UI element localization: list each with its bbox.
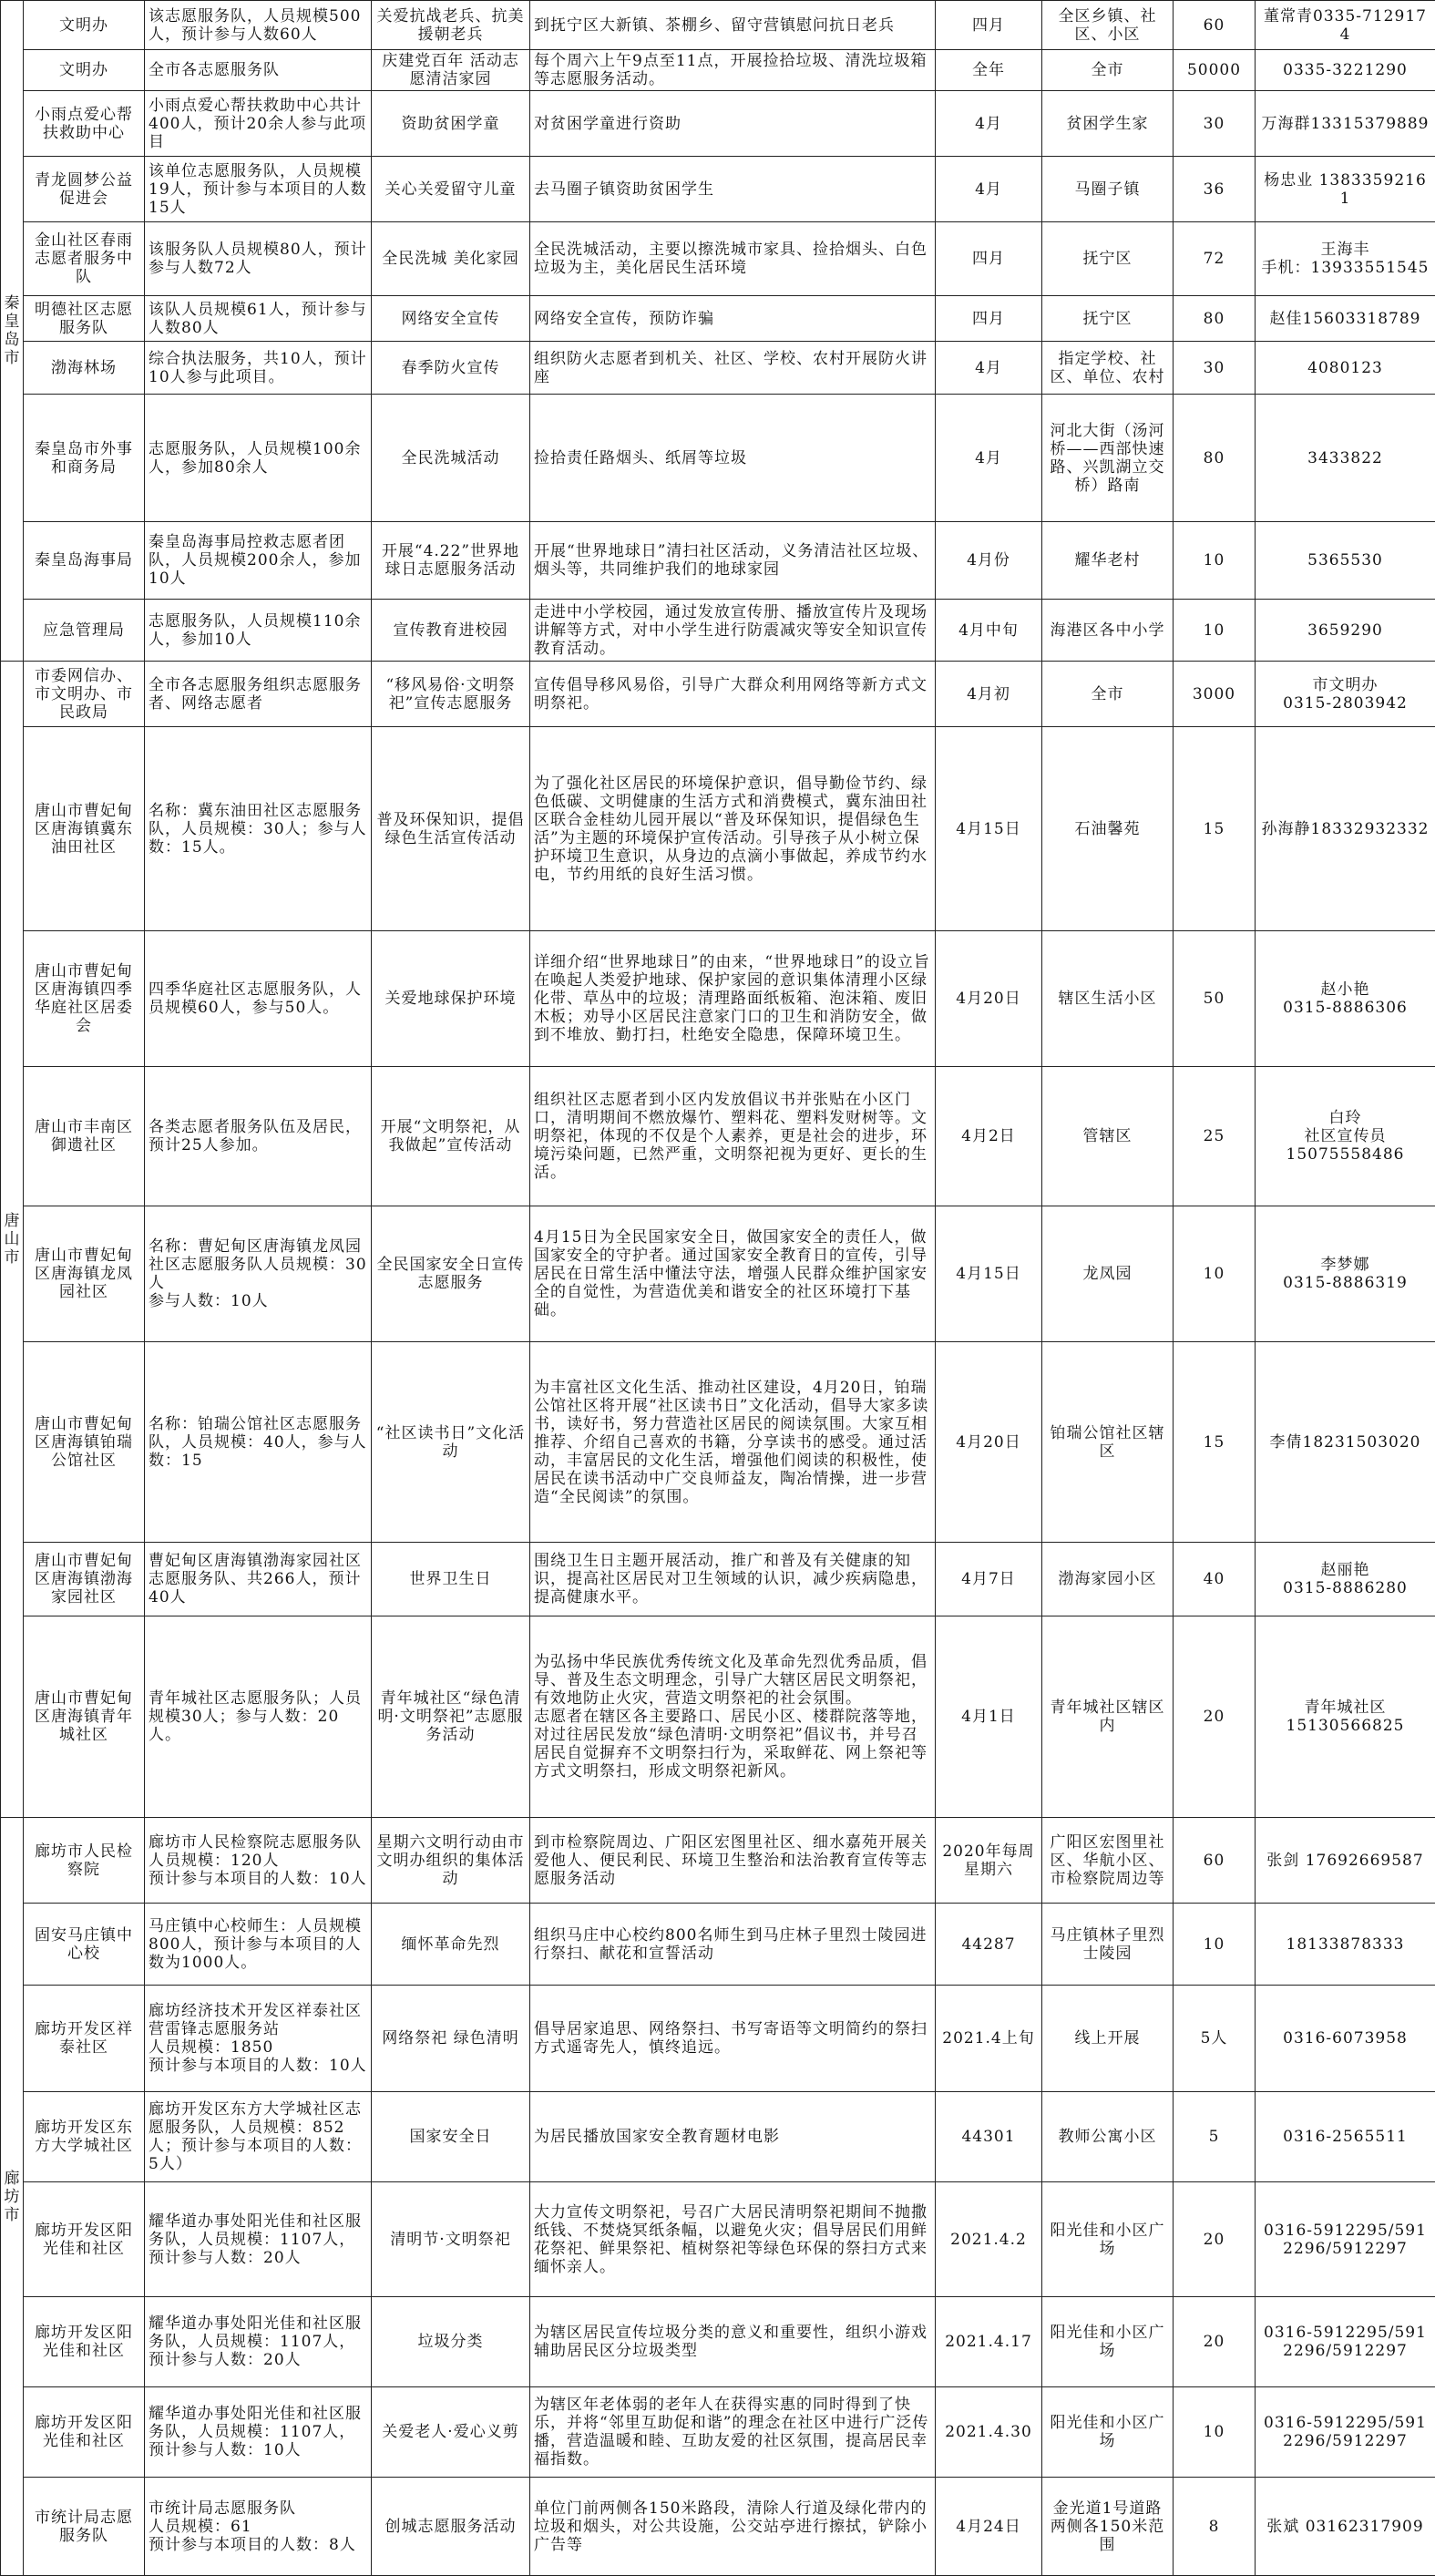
activity-time-cell: 4月7日 [936, 1543, 1042, 1616]
contact-cell: 白玲 社区宣传员 15075558486 [1256, 1067, 1435, 1206]
contact-cell: 0316-5912295/5912296/5912297 [1256, 2182, 1435, 2297]
team-description-cell: 耀华道办事处阳光佳和社区服务队，人员规模：1107人，预计参与人数：20人 [145, 2182, 372, 2297]
activity-location-cell: 海港区各中小学 [1042, 600, 1174, 662]
activity-time-cell: 4月20日 [936, 931, 1042, 1067]
participant-count-cell: 5 [1174, 2092, 1256, 2182]
activity-content-cell: 捡拾责任路烟头、纸屑等垃圾 [530, 395, 936, 522]
activity-location-cell: 辖区生活小区 [1042, 931, 1174, 1067]
activity-time-cell: 4月中旬 [936, 600, 1042, 662]
activity-theme-cell: 全民洗城 美化家园 [372, 222, 530, 296]
participant-count-cell: 5人 [1174, 1986, 1256, 2092]
activity-location-cell: 教师公寓小区 [1042, 2092, 1174, 2182]
team-description-cell: 综合执法服务，共10人，预计10人参与此项目。 [145, 342, 372, 395]
activity-theme-cell: 垃圾分类 [372, 2297, 530, 2387]
activity-location-cell: 河北大街（汤河桥——西部快速路、兴凯湖立交桥）路南 [1042, 395, 1174, 522]
table-body [1, 1, 1435, 2576]
contact-cell: 5365530 [1256, 522, 1435, 600]
activity-theme-cell: 宣传教育进校园 [372, 600, 530, 662]
team-description-cell: 青年城社区志愿服务队；人员规模30人；参与人数：20人。 [145, 1616, 372, 1818]
activity-content-cell: 走进中小学校园，通过发放宣传册、播放宣传片及现场讲解等方式，对中小学生进行防震减灾等安全知识宣传教育活动。 [530, 600, 936, 662]
activity-location-cell: 抚宁区 [1042, 296, 1174, 342]
table-row [1, 1206, 1435, 1342]
activity-time-cell: 4月 [936, 91, 1042, 157]
organization-cell: 文明办 [24, 50, 145, 91]
table-row [1, 2092, 1435, 2182]
team-description-cell: 各类志愿者服务队伍及居民，预计25人参加。 [145, 1067, 372, 1206]
table-row [1, 522, 1435, 600]
team-description-cell: 耀华道办事处阳光佳和社区服务队，人员规模：1107人，预计参与人数：10人 [145, 2387, 372, 2478]
contact-cell: 李梦娜 0315-8886319 [1256, 1206, 1435, 1342]
activity-location-cell: 全市 [1042, 662, 1174, 727]
participant-count-cell: 15 [1174, 1342, 1256, 1543]
organization-cell: 文明办 [24, 1, 145, 50]
contact-cell: 18133878333 [1256, 1904, 1435, 1986]
activity-theme-cell: 世界卫生日 [372, 1543, 530, 1616]
organization-cell: 唐山市曹妃甸区唐海镇渤海家园社区 [24, 1543, 145, 1616]
activity-location-cell: 龙凤园 [1042, 1206, 1174, 1342]
team-description-cell: 廊坊市人民检察院志愿服务队人员规模：120人 预计参与本项目的人数：10人 [145, 1818, 372, 1904]
activity-content-cell: 每个周六上午9点至11点，开展捡拾垃圾、清洗垃圾箱等志愿服务活动。 [530, 50, 936, 91]
team-description-cell: 马庄镇中心校师生：人员规模800人，预计参与本项目的人数为1000人。 [145, 1904, 372, 1986]
activity-location-cell: 全市 [1042, 50, 1174, 91]
activity-location-cell: 全区乡镇、社区、小区 [1042, 1, 1174, 50]
participant-count-cell: 20 [1174, 2297, 1256, 2387]
team-description-cell: 廊坊开发区东方大学城社区志愿服务队，人员规模：852人；预计参与本项目的人数：5人） [145, 2092, 372, 2182]
activity-theme-cell: 关心关爱留守儿童 [372, 157, 530, 222]
table-row [1, 1986, 1435, 2092]
team-description-cell: 名称：铂瑞公馆社区志愿服务队，人员规模：40人，参与人数：15 [145, 1342, 372, 1543]
table-row [1, 1616, 1435, 1818]
participant-count-cell: 3000 [1174, 662, 1256, 727]
organization-cell: 廊坊开发区阳光佳和社区 [24, 2387, 145, 2478]
activity-theme-cell: 清明节·文明祭祀 [372, 2182, 530, 2297]
table-row [1, 296, 1435, 342]
team-description-cell: 曹妃甸区唐海镇渤海家园社区志愿服务队、共266人，预计40人 [145, 1543, 372, 1616]
team-description-cell: 小雨点爱心帮扶救助中心共计400人，预计20余人参与此项目 [145, 91, 372, 157]
activity-content-cell: 为弘扬中华民族优秀传统文化及革命先烈优秀品质，倡导、普及生态文明理念，引导广大辖区居民文明祭祀，有效地防止火灾，营造文明祭祀的社会氛围。 志愿者在辖区各主要路口、居民小区、楼群院落等地，对过往居民发放“绿色清明·文明祭祀”倡议书，并号召居民自觉摒弃不文明祭扫行为，采取鲜花、网上祭祀等方式文明祭扫，形成文明祭祀新风。 [530, 1616, 936, 1818]
participant-count-cell: 60 [1174, 1, 1256, 50]
activity-time-cell: 2021.4上旬 [936, 1986, 1042, 2092]
participant-count-cell: 20 [1174, 2182, 1256, 2297]
contact-cell: 张斌 03162317909 [1256, 2478, 1435, 2576]
activity-theme-cell: 开展“文明祭祀，从我做起”宣传活动 [372, 1067, 530, 1206]
activity-theme-cell: 关爱地球保护环境 [372, 931, 530, 1067]
activity-content-cell: 到市检察院周边、广阳区宏图里社区、细水嘉苑开展关爱他人、便民利民、环境卫生整治和法治教育宣传等志愿服务活动 [530, 1818, 936, 1904]
organization-cell: 市委网信办、市文明办、市民政局 [24, 662, 145, 727]
activity-location-cell: 阳光佳和小区广场 [1042, 2387, 1174, 2478]
organization-cell: 唐山市曹妃甸区唐海镇铂瑞公馆社区 [24, 1342, 145, 1543]
participant-count-cell: 10 [1174, 2387, 1256, 2478]
contact-cell: 孙海静18332932332 [1256, 727, 1435, 931]
participant-count-cell: 30 [1174, 342, 1256, 395]
activity-theme-cell: 全民国家安全日宣传志愿服务 [372, 1206, 530, 1342]
activity-theme-cell: 创城志愿服务活动 [372, 2478, 530, 2576]
activity-theme-cell: 普及环保知识，提倡绿色生活宣传活动 [372, 727, 530, 931]
activity-location-cell: 金光道1号道路两侧各150米范围 [1042, 2478, 1174, 2576]
team-description-cell: 全市各志愿服务队 [145, 50, 372, 91]
activity-theme-cell: 关爱抗战老兵、抗美援朝老兵 [372, 1, 530, 50]
activity-location-cell: 马庄镇林子里烈士陵园 [1042, 1904, 1174, 1986]
team-description-cell: 志愿服务队，人员规模100余人，参加80余人 [145, 395, 372, 522]
organization-cell: 固安马庄镇中心校 [24, 1904, 145, 1986]
table-row [1, 2387, 1435, 2478]
participant-count-cell: 72 [1174, 222, 1256, 296]
contact-cell: 市文明办 0315-2803942 [1256, 662, 1435, 727]
contact-cell: 万海群13315379889 [1256, 91, 1435, 157]
team-description-cell: 该志愿服务队，人员规模500人，预计参与人数60人 [145, 1, 372, 50]
activity-theme-cell: “社区读书日”文化活动 [372, 1342, 530, 1543]
activity-time-cell: 2020年每周星期六 [936, 1818, 1042, 1904]
organization-cell: 唐山市曹妃甸区唐海镇龙凤园社区 [24, 1206, 145, 1342]
participant-count-cell: 60 [1174, 1818, 1256, 1904]
table-row [1, 727, 1435, 931]
activity-theme-cell: 网络安全宣传 [372, 296, 530, 342]
activity-location-cell: 马圈子镇 [1042, 157, 1174, 222]
team-description-cell: 耀华道办事处阳光佳和社区服务队，人员规模：1107人，预计参与人数：20人 [145, 2297, 372, 2387]
contact-cell: 青年城社区 15130566825 [1256, 1616, 1435, 1818]
organization-cell: 唐山市曹妃甸区唐海镇四季华庭社区居委会 [24, 931, 145, 1067]
activity-time-cell: 2021.4.30 [936, 2387, 1042, 2478]
activity-theme-cell: 全民洗城活动 [372, 395, 530, 522]
contact-cell: 董常青0335-7129174 [1256, 1, 1435, 50]
organization-cell: 金山社区春雨志愿者服务中队 [24, 222, 145, 296]
table-row [1, 2182, 1435, 2297]
activity-content-cell: 组织马庄中心校约800名师生到马庄林子里烈士陵园进行祭扫、献花和宣誓活动 [530, 1904, 936, 1986]
activity-theme-cell: 资助贫困学童 [372, 91, 530, 157]
participant-count-cell: 15 [1174, 727, 1256, 931]
contact-cell: 0335-3221290 [1256, 50, 1435, 91]
contact-cell: 4080123 [1256, 342, 1435, 395]
activity-theme-cell: 关爱老人·爱心义剪 [372, 2387, 530, 2478]
organization-cell: 市统计局志愿服务队 [24, 2478, 145, 2576]
activity-time-cell: 4月2日 [936, 1067, 1042, 1206]
activity-location-cell: 铂瑞公馆社区辖区 [1042, 1342, 1174, 1543]
organization-cell: 廊坊开发区祥泰社区 [24, 1986, 145, 2092]
activity-content-cell: 倡导居家追思、网络祭扫、书写寄语等文明简约的祭扫方式遥寄先人，慎终追远。 [530, 1986, 936, 2092]
organization-cell: 廊坊开发区阳光佳和社区 [24, 2297, 145, 2387]
contact-cell: 0316-5912295/5912296/5912297 [1256, 2387, 1435, 2478]
team-description-cell: 市统计局志愿服务队 人员规模：61 预计参与本项目的人数：8人 [145, 2478, 372, 2576]
activity-content-cell: 组织防火志愿者到机关、社区、学校、农村开展防火讲座 [530, 342, 936, 395]
activity-location-cell: 贫困学生家 [1042, 91, 1174, 157]
organization-cell: 廊坊开发区阳光佳和社区 [24, 2182, 145, 2297]
organization-cell: 秦皇岛市外事和商务局 [24, 395, 145, 522]
participant-count-cell: 80 [1174, 296, 1256, 342]
activity-time-cell: 全年 [936, 50, 1042, 91]
activity-content-cell: 详细介绍“世界地球日”的由来，“世界地球日”的设立旨在唤起人类爱护地球、保护家园的意识集体清理小区绿化带、草丛中的垃圾；清理路面纸板箱、泡沫箱、废旧木板；劝导小区居民注意家门口的卫生和消防安全，做到不堆放、勤打扫，杜绝安全隐患，保障环境卫生。 [530, 931, 936, 1067]
activity-location-cell: 抚宁区 [1042, 222, 1174, 296]
activity-theme-cell: 国家安全日 [372, 2092, 530, 2182]
organization-cell: 唐山市曹妃甸区唐海镇青年城社区 [24, 1616, 145, 1818]
activity-location-cell: 青年城社区辖区内 [1042, 1616, 1174, 1818]
team-description-cell: 该服务队人员规模80人，预计参与人数72人 [145, 222, 372, 296]
activity-content-cell: 为丰富社区文化生活、推动社区建设，4月20日，铂瑞公馆社区将开展“社区读书日”文化活动，倡导大家多读书，读好书，努力营造社区居民的阅读氛围。大家互相推荐、介绍自己喜欢的书籍，分享读书的感受。通过活动，丰富居民的文化生活，增强他们阅读的积极性，使居民在读书活动中广交良师益友，陶冶情操，进一步营造“全民阅读”的氛围。 [530, 1342, 936, 1543]
table-row [1, 50, 1435, 91]
activity-theme-cell: 星期六文明行动由市文明办组织的集体活动 [372, 1818, 530, 1904]
activity-content-cell: 4月15日为全民国家安全日，做国家安全的责任人，做国家安全的守护者。通过国家安全教育日的宣传，引导居民在日常生活中懂法守法，增强人民群众维护国家安全的自觉性，为营造优美和谐安全的社区环境打下基础。 [530, 1206, 936, 1342]
city-cell: 唐山市 [1, 662, 24, 1818]
contact-cell: 赵小艳 0315-8886306 [1256, 931, 1435, 1067]
table-row [1, 600, 1435, 662]
organization-cell: 明德社区志愿服务队 [24, 296, 145, 342]
table-row [1, 662, 1435, 727]
table-row [1, 1, 1435, 50]
activity-content-cell: 宣传倡导移风易俗，引导广大群众利用网络等新方式文明祭祀。 [530, 662, 936, 727]
table-row [1, 1067, 1435, 1206]
activity-time-cell: 4月 [936, 342, 1042, 395]
contact-cell: 赵丽艳 0315-8886280 [1256, 1543, 1435, 1616]
contact-cell: 3433822 [1256, 395, 1435, 522]
activity-theme-cell: 缅怀革命先烈 [372, 1904, 530, 1986]
activity-theme-cell: 开展“4.22”世界地球日志愿服务活动 [372, 522, 530, 600]
activity-theme-cell: 青年城社区“绿色清明·文明祭祀”志愿服务活动 [372, 1616, 530, 1818]
activity-time-cell: 2021.4.17 [936, 2297, 1042, 2387]
activity-content-cell: 为居民播放国家安全教育题材电影 [530, 2092, 936, 2182]
organization-cell: 青龙圆梦公益促进会 [24, 157, 145, 222]
table-row [1, 342, 1435, 395]
team-description-cell: 名称：冀东油田社区志愿服务队，人员规模：30人；参与人数：15人。 [145, 727, 372, 931]
participant-count-cell: 50000 [1174, 50, 1256, 91]
organization-cell: 小雨点爱心帮扶救助中心 [24, 91, 145, 157]
team-description-cell: 四季华庭社区志愿服务队，人员规模60人，参与50人。 [145, 931, 372, 1067]
activity-location-cell: 线上开展 [1042, 1986, 1174, 2092]
activity-location-cell: 阳光佳和小区广场 [1042, 2182, 1174, 2297]
organization-cell: 廊坊开发区东方大学城社区 [24, 2092, 145, 2182]
participant-count-cell: 20 [1174, 1616, 1256, 1818]
participant-count-cell: 36 [1174, 157, 1256, 222]
activity-content-cell: 全民洗城活动，主要以擦洗城市家具、捡拾烟头、白色垃圾为主，美化居民生活环境 [530, 222, 936, 296]
activity-time-cell: 4月15日 [936, 1206, 1042, 1342]
activity-location-cell: 指定学校、社区、单位、农村 [1042, 342, 1174, 395]
table-row [1, 1342, 1435, 1543]
activity-content-cell: 组织社区志愿者到小区内发放倡议书并张贴在小区门口，清明期间不燃放爆竹、塑料花、塑料发财树等。文明祭祀，体现的不仅是个人素养，更是社会的进步，环境污染问题，已然严重，文明祭祀视为更好、更长的生活。 [530, 1067, 936, 1206]
participant-count-cell: 8 [1174, 2478, 1256, 2576]
activity-content-cell: 开展“世界地球日”清扫社区活动，义务清洁社区垃圾、烟头等，共同维护我们的地球家园 [530, 522, 936, 600]
table-row [1, 91, 1435, 157]
table-row [1, 2478, 1435, 2576]
contact-cell: 0316-2565511 [1256, 2092, 1435, 2182]
city-cell: 廊坊市 [1, 1818, 24, 2576]
organization-cell: 应急管理局 [24, 600, 145, 662]
table-row [1, 1904, 1435, 1986]
team-description-cell: 该单位志愿服务队，人员规模19人，预计参与本项目的人数15人 [145, 157, 372, 222]
contact-cell: 3659290 [1256, 600, 1435, 662]
activity-content-cell: 为辖区年老体弱的老年人在获得实惠的同时得到了快乐，并将“邻里互助促和谐”的理念在社区中进行广泛传播，营造温暖和睦、互助友爱的社区氛围，提高居民幸福指数。 [530, 2387, 936, 2478]
activity-location-cell: 石油馨苑 [1042, 727, 1174, 931]
team-description-cell: 志愿服务队，人员规模110余人，参加10人 [145, 600, 372, 662]
activity-location-cell: 耀华老村 [1042, 522, 1174, 600]
activity-time-cell: 4月份 [936, 522, 1042, 600]
organization-cell: 唐山市丰南区御遗社区 [24, 1067, 145, 1206]
contact-cell: 0316-5912295/5912296/5912297 [1256, 2297, 1435, 2387]
team-description-cell: 全市各志愿服务组织志愿服务者、网络志愿者 [145, 662, 372, 727]
activity-time-cell: 44301 [936, 2092, 1042, 2182]
activity-location-cell: 阳光佳和小区广场 [1042, 2297, 1174, 2387]
team-description-cell: 廊坊经济技术开发区祥泰社区营雷锋志愿服务站 人员规模：1850 预计参与本项目的人数：10人 [145, 1986, 372, 2092]
activity-location-cell: 渤海家园小区 [1042, 1543, 1174, 1616]
table-row [1, 222, 1435, 296]
activity-content-cell: 单位门前两侧各150米路段，清除人行道及绿化带内的垃圾和烟头，对公共设施，公交站亭进行擦拭，铲除小广告等 [530, 2478, 936, 2576]
participant-count-cell: 80 [1174, 395, 1256, 522]
participant-count-cell: 10 [1174, 1206, 1256, 1342]
city-cell: 秦皇岛市 [1, 1, 24, 662]
activity-theme-cell: 网络祭祀 绿色清明 [372, 1986, 530, 2092]
contact-cell: 李倩18231503020 [1256, 1342, 1435, 1543]
table-row [1, 2297, 1435, 2387]
activity-content-cell: 去马圈子镇资助贫困学生 [530, 157, 936, 222]
activity-theme-cell: 春季防火宣传 [372, 342, 530, 395]
table-row [1, 1543, 1435, 1616]
activity-time-cell: 4月初 [936, 662, 1042, 727]
activity-time-cell: 4月24日 [936, 2478, 1042, 2576]
activity-theme-cell: “移风易俗·文明祭祀”宣传志愿服务 [372, 662, 530, 727]
participant-count-cell: 10 [1174, 600, 1256, 662]
table-row [1, 1818, 1435, 1904]
contact-cell: 杨忠业 13833592161 [1256, 157, 1435, 222]
table-row [1, 157, 1435, 222]
activity-time-cell: 2021.4.2 [936, 2182, 1042, 2297]
team-description-cell: 该队人员规模61人，预计参与人数80人 [145, 296, 372, 342]
contact-cell: 张剑 17692669587 [1256, 1818, 1435, 1904]
organization-cell: 唐山市曹妃甸区唐海镇冀东油田社区 [24, 727, 145, 931]
activity-theme-cell: 庆建党百年 活动志愿清洁家园 [372, 50, 530, 91]
participant-count-cell: 40 [1174, 1543, 1256, 1616]
activity-time-cell: 四月 [936, 222, 1042, 296]
activity-content-cell: 网络安全宣传，预防诈骗 [530, 296, 936, 342]
participant-count-cell: 25 [1174, 1067, 1256, 1206]
activity-content-cell: 大力宣传文明祭祀，号召广大居民清明祭祀期间不抛撒纸钱、不焚烧冥纸条幅，以避免火灾；倡导居民们用鲜花祭祀、鲜果祭祀、植树祭祀等绿色环保的祭扫方式来缅怀亲人。 [530, 2182, 936, 2297]
activity-time-cell: 4月 [936, 395, 1042, 522]
activity-content-cell: 为了强化社区居民的环境保护意识，倡导勤俭节约、绿色低碳、文明健康的生活方式和消费模式，冀东油田社区联合金桂幼儿园开展以“普及环保知识，提倡绿色生活”为主题的环境保护宣传活动。引导孩子从小树立保护环境卫生意识，从身边的点滴小事做起，养成节约水电，节约用纸的良好生活习惯。 [530, 727, 936, 931]
team-description-cell: 名称：曹妃甸区唐海镇龙凤园社区志愿服务队人员规模：30人 参与人数：10人 [145, 1206, 372, 1342]
participant-count-cell: 10 [1174, 1904, 1256, 1986]
table-row [1, 395, 1435, 522]
team-description-cell: 秦皇岛海事局控救志愿者团队，人员规模200余人，参加10人 [145, 522, 372, 600]
activity-location-cell: 管辖区 [1042, 1067, 1174, 1206]
participant-count-cell: 50 [1174, 931, 1256, 1067]
activity-time-cell: 4月20日 [936, 1342, 1042, 1543]
participant-count-cell: 30 [1174, 91, 1256, 157]
activity-time-cell: 四月 [936, 296, 1042, 342]
activity-content-cell: 对贫困学童进行资助 [530, 91, 936, 157]
activity-content-cell: 到抚宁区大新镇、茶棚乡、留守营镇慰问抗日老兵 [530, 1, 936, 50]
organization-cell: 渤海林场 [24, 342, 145, 395]
organization-cell: 廊坊市人民检察院 [24, 1818, 145, 1904]
activity-time-cell: 44287 [936, 1904, 1042, 1986]
activity-time-cell: 4月 [936, 157, 1042, 222]
activity-time-cell: 4月15日 [936, 727, 1042, 931]
organization-cell: 秦皇岛海事局 [24, 522, 145, 600]
activity-content-cell: 围绕卫生日主题开展活动，推广和普及有关健康的知识，提高社区居民对卫生领域的认识，减少疾病隐患，提高健康水平。 [530, 1543, 936, 1616]
activity-time-cell: 4月1日 [936, 1616, 1042, 1818]
table-row [1, 931, 1435, 1067]
contact-cell: 赵佳15603318789 [1256, 296, 1435, 342]
activity-time-cell: 四月 [936, 1, 1042, 50]
contact-cell: 0316-6073958 [1256, 1986, 1435, 2092]
contact-cell: 王海丰 手机：13933551545 [1256, 222, 1435, 296]
participant-count-cell: 10 [1174, 522, 1256, 600]
activity-content-cell: 为辖区居民宣传垃圾分类的意义和重要性，组织小游戏辅助居民区分垃圾类型 [530, 2297, 936, 2387]
activity-location-cell: 广阳区宏图里社区、华航小区、市检察院周边等 [1042, 1818, 1174, 1904]
